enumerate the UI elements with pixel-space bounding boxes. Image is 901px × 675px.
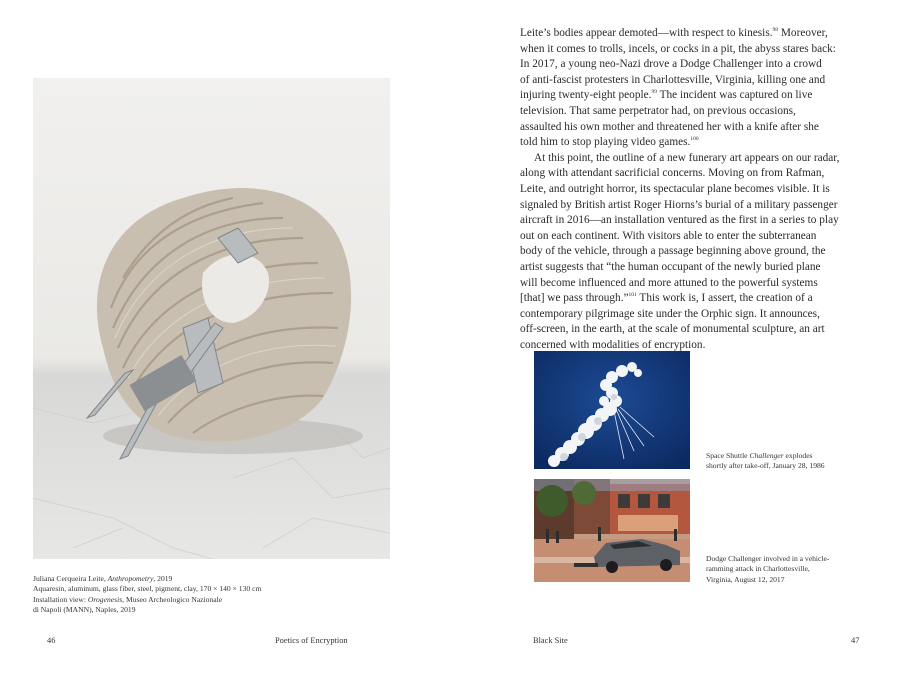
line-text: of anti-fascist protesters in Charlottesville, Virginia, killing one and [520, 73, 826, 86]
text-line [520, 120, 870, 136]
line-text: [that] we pass through.” [520, 292, 629, 305]
exhibition-title: Orogenesis [87, 594, 123, 604]
line-text: Leite, and outright horror, its spectacular plane becomes visible. It is [520, 182, 830, 195]
artwork-year: , 2019 [153, 574, 173, 583]
page-number-left: 46 [47, 636, 56, 645]
text-line [520, 213, 870, 229]
line-text: off-screen, in the earth, at the scale of monumental sculpture, an art [520, 323, 825, 336]
shuttle-caption-line2: shortly after take-off, January 28, 1986 [706, 461, 825, 471]
text-line [520, 229, 870, 245]
line-text: concerned with modalities of encryption. [520, 338, 706, 351]
text-line [520, 322, 870, 338]
line-text: body of the vehicle, through a passage beginning above ground, the [520, 245, 826, 258]
body-text [520, 26, 870, 353]
line-text-after-note: Moreover, [778, 27, 828, 39]
artwork-materials: Aquaresin, aluminum, glass fiber, steel, pigment, clay, 170 × 140 × 130 cm [33, 584, 262, 594]
line-text: In 2017, a young neo-Nazi drove a Dodge Challenger into a crowd [520, 58, 822, 71]
artist-name: Juliana Cerqueira Leite, [33, 574, 108, 583]
text-line [520, 291, 870, 307]
text-line [520, 26, 870, 42]
car-caption-line1: Dodge Challenger involved in a vehicle- [706, 554, 830, 563]
footnote-marker[interactable]: 101 [628, 292, 637, 299]
right-page [450, 0, 901, 675]
text-line [520, 104, 870, 120]
line-text: when it comes to trolls, incels, or cocks in a pit, the abyss stares back: [520, 42, 836, 55]
artwork-title: Anthropometry [107, 574, 154, 583]
line-text: told him to stop playing video games. [520, 136, 691, 149]
text-line [520, 276, 870, 292]
text-line [520, 198, 870, 214]
shuttle-name: Challenger [749, 451, 784, 460]
line-text: will become influenced and more attuned to the powerful systems [520, 276, 818, 289]
running-title-right: Black Site [533, 636, 568, 645]
line-text-after-note: This work is, I assert, the creation of a [636, 292, 813, 305]
footnote-marker[interactable]: 99 [651, 89, 657, 96]
text-line [520, 260, 870, 276]
page-number-right: 47 [851, 636, 860, 645]
car-caption-line3: Virginia, August 12, 2017 [706, 574, 785, 584]
text-line [520, 88, 870, 104]
shuttle-caption-prefix: Space Shuttle [706, 451, 750, 460]
line-text: out on each continent. With visitors able to enter the subterranean [520, 229, 817, 242]
installation-venue: , Museo Archeologico Nazionale [122, 594, 223, 604]
paragraph-1 [520, 26, 870, 151]
line-text: assaulted his own mother and threatened her with a knife after she [520, 120, 819, 133]
footnote-marker[interactable]: 100 [690, 136, 699, 143]
paragraph-2 [520, 151, 870, 354]
text-line [520, 57, 870, 73]
line-text: along with attendant sacrificial concerns. Moving on from Rafman, [520, 167, 825, 180]
footnote-marker[interactable]: 98 [772, 27, 779, 33]
line-text-after-note: The incident was captured on live [656, 89, 813, 102]
installation-prefix: Installation view: [33, 594, 88, 604]
running-title-left: Poetics of Encryption [275, 636, 348, 645]
car-photo [534, 479, 690, 582]
text-line [520, 42, 870, 58]
text-line [520, 135, 870, 151]
shuttle-caption-suffix: explodes [783, 451, 813, 460]
text-line [520, 73, 870, 89]
car-caption [706, 554, 876, 585]
line-text: injuring twenty-eight people. [520, 89, 652, 102]
text-line [520, 151, 870, 167]
line-text: signaled by British artist Roger Hiorns’s burial of a military passenger [520, 198, 838, 211]
left-page [0, 0, 450, 675]
text-line [520, 244, 870, 260]
line-text: aircraft in 2016—an installation ventured as the first in a series to play [520, 214, 839, 227]
shuttle-caption [706, 451, 876, 472]
figure-caption [33, 574, 333, 616]
text-line [520, 307, 870, 323]
line-text: television. That same perpetrator had, on previous occasions, [520, 104, 796, 117]
sculpture-photo [33, 78, 390, 559]
line-text: contemporary pilgrimage site under the Orphic sign. It announces, [520, 307, 820, 320]
shuttle-photo [534, 351, 690, 469]
installation-location: di Napoli (MANN), Naples, 2019 [33, 605, 136, 615]
line-text: At this point, the outline of a new funerary art appears on our radar, [534, 151, 840, 164]
text-line [520, 166, 870, 182]
line-text: Leite’s bodies appear demoted—with respect to kinesis. [520, 27, 773, 39]
car-caption-line2: ramming attack in Charlottesville, [706, 564, 810, 574]
text-line [520, 182, 870, 198]
line-text: artist suggests that “the human occupant of the newly buried plane [520, 260, 821, 273]
